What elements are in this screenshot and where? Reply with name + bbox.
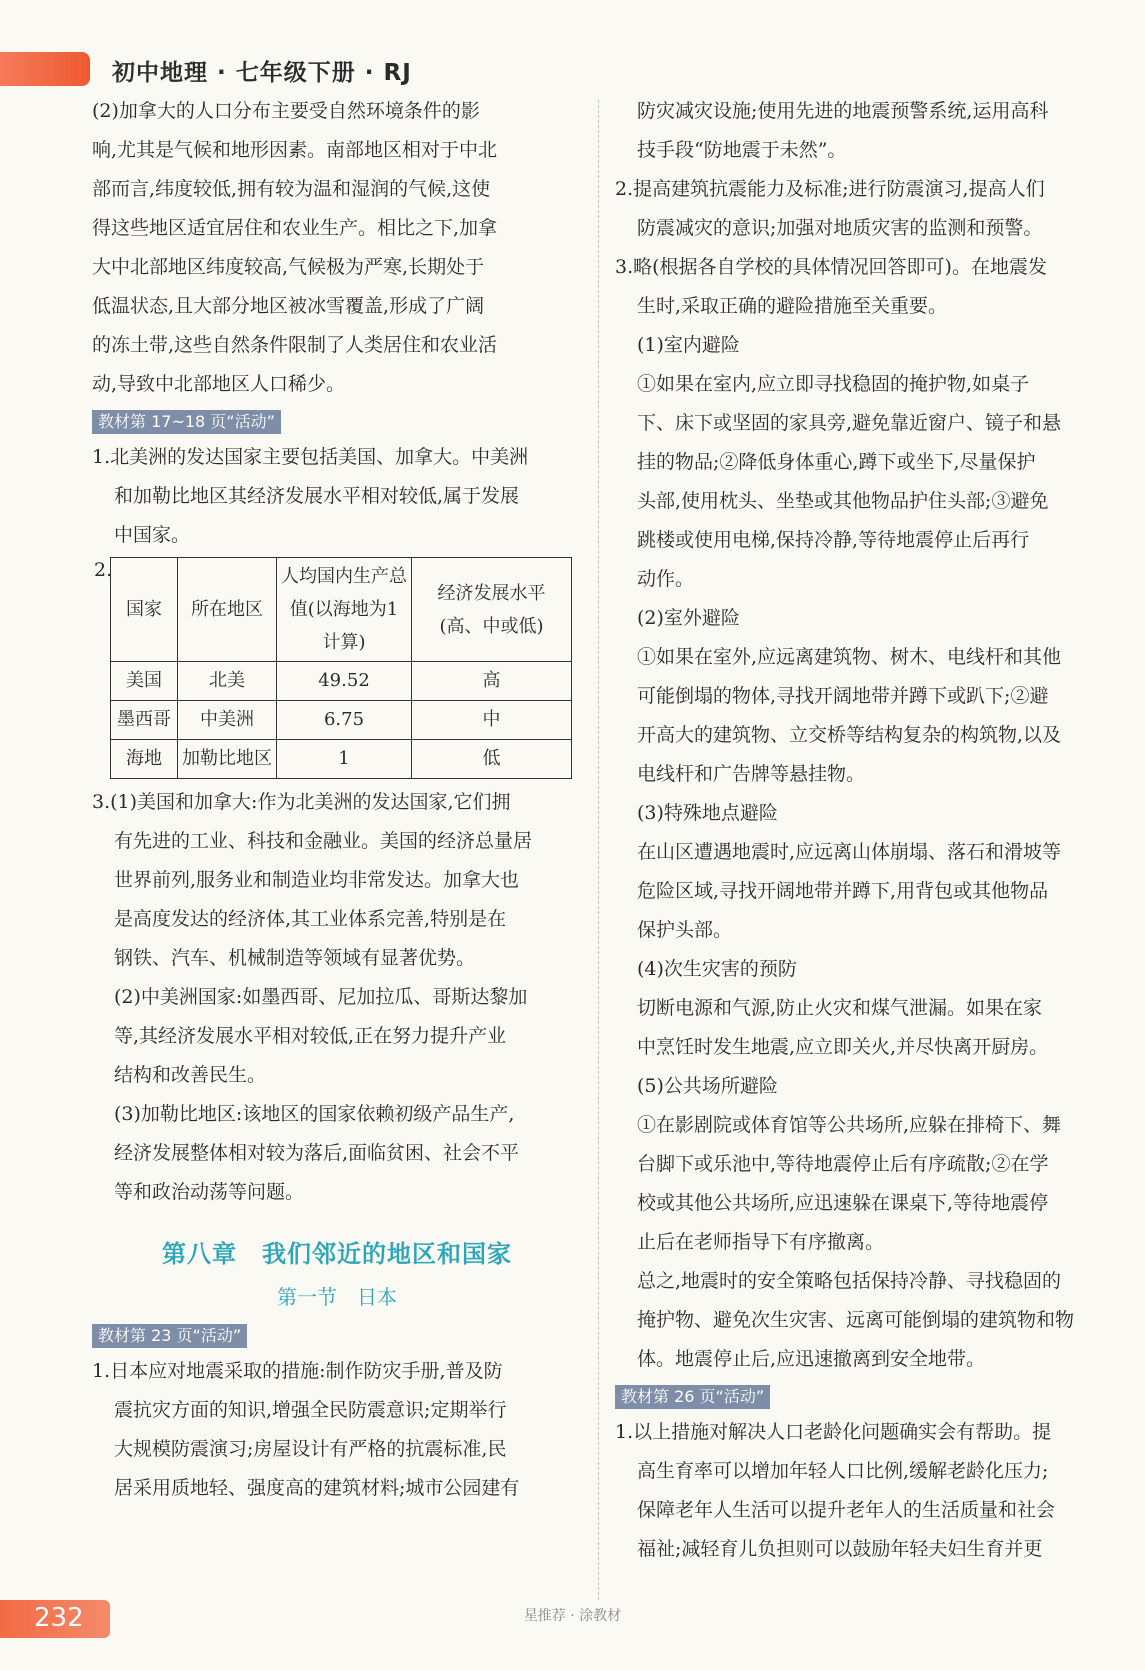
text-line: 挂的物品;②降低身体重心,蹲下或坐下,尽量保护 (637, 451, 1036, 473)
text-line: 3.(1)美国和加拿大:作为北美洲的发达国家,它们拥 (92, 791, 511, 813)
answer-item-japan (92, 1352, 582, 1508)
item-number: 2. (94, 559, 113, 581)
text-line: 等,其经济发展水平相对较低,正在努力提升产业 (114, 1025, 507, 1047)
outdoor-section (615, 599, 1097, 794)
table-cell: 加勒比地区 (178, 740, 277, 779)
text-line: 在山区遭遇地震时,应远离山体崩塌、落石和滑坡等 (637, 841, 1062, 863)
text-line: 震抗灾方面的知识,增强全民防震意识;定期举行 (114, 1399, 507, 1421)
text-line: 有先进的工业、科技和金融业。美国的经济总量居 (114, 830, 533, 852)
text-line: 电线杆和广告牌等悬挂物。 (637, 763, 866, 785)
secondary-disaster-section (615, 950, 1097, 1067)
text-line: 1.北美洲的发达国家主要包括美国、加拿大。中美洲 (92, 446, 529, 468)
table-cell: 6.75 (277, 701, 412, 740)
subsection-title: (2)室外避险 (637, 607, 740, 629)
text-line: 中烹饪时发生地震,应立即关火,并尽快离开厨房。 (637, 1036, 1049, 1058)
text-line: (3)加勒比地区:该地区的国家依赖初级产品生产, (114, 1103, 515, 1125)
text-line: 动作。 (637, 568, 695, 590)
text-line: 的冻土带,这些自然条件限制了人类居住和农业活 (92, 334, 498, 356)
text-line: 得这些地区适宜居住和农业生产。相比之下,加拿 (92, 217, 498, 239)
text-line: 保护头部。 (637, 919, 733, 941)
text-line: 部而言,纬度较低,拥有较为温和湿润的气候,这使 (92, 178, 491, 200)
text-line: 福祉;减轻育儿负担则可以鼓励年轻夫妇生育并更 (637, 1538, 1043, 1560)
table-header-cell: 国家 (111, 558, 178, 662)
activity-tag: 教材第 26 页“活动” (615, 1385, 770, 1409)
text-line: 危险区域,寻找开阔地带并蹲下,用背包或其他物品 (637, 880, 1049, 902)
subsection-title: (5)公共场所避险 (637, 1075, 778, 1097)
text-line: ①如果在室内,应立即寻找稳固的掩护物,如桌子 (637, 373, 1030, 395)
subsection-title: (4)次生灾害的预防 (637, 958, 797, 980)
text-line: ①在影剧院或体育馆等公共场所,应躲在排椅下、舞 (637, 1114, 1062, 1136)
table-cell: 美国 (111, 662, 178, 701)
canada-population-paragraph (92, 92, 582, 404)
text-line: 居采用质地轻、强度高的建筑材料;城市公园建有 (114, 1477, 520, 1499)
text-line: 总之,地震时的安全策略包括保持冷静、寻找稳固的 (637, 1270, 1062, 1292)
text-line: 钢铁、汽车、机械制造等领域有显著优势。 (114, 947, 476, 969)
table-cell: 高 (412, 662, 572, 701)
summary-paragraph (615, 1262, 1097, 1379)
text-line: 开高大的建筑物、立交桥等结构复杂的构筑物,以及 (637, 724, 1062, 746)
text-line: 动,导致中北部地区人口稀少。 (92, 373, 346, 395)
text-line: 校或其他公共场所,应迅速躲在课桌下,等待地震停 (637, 1192, 1049, 1214)
activity-tag: 教材第 17~18 页“活动” (92, 410, 281, 434)
text-line: 切断电源和气源,防止火灾和煤气泄漏。如果在家 (637, 997, 1043, 1019)
column-divider (598, 100, 599, 1600)
text-line: 头部,使用枕头、坐垫或其他物品护住头部;③避免 (637, 490, 1049, 512)
gdp-table (110, 557, 572, 779)
table-header-cell: 经济发展水平(高、中或低) (412, 558, 572, 662)
table-row (111, 662, 572, 701)
table-cell: 1 (277, 740, 412, 779)
text-line: 台脚下或乐池中,等待地震停止后有序疏散;②在学 (637, 1153, 1049, 1175)
answer-item-aging (615, 1413, 1097, 1569)
text-line: 体。地震停止后,应迅速撤离到安全地带。 (637, 1348, 986, 1370)
text-line: 结构和改善民生。 (114, 1064, 267, 1086)
table-cell: 低 (412, 740, 572, 779)
text-line: 下、床下或坚固的家具旁,避免靠近窗户、镜子和悬 (637, 412, 1062, 434)
footer-text: 星推荐 · 涂教材 (523, 1608, 622, 1624)
text-line: 可能倒塌的物体,寻找开阔地带并蹲下或趴下;②避 (637, 685, 1049, 707)
text-line: 生时,采取正确的避险措施至关重要。 (637, 295, 948, 317)
text-line: 防震减灾的意识;加强对地质灾害的监测和预警。 (637, 217, 1043, 239)
table-cell: 墨西哥 (111, 701, 178, 740)
text-line: 响,尤其是气候和地形因素。南部地区相对于中北 (92, 139, 498, 161)
text-line: 3.略(根据各自学校的具体情况回答即可)。在地震发 (615, 256, 1047, 278)
text-line: 防灾减灾设施;使用先进的地震预警系统,运用高科 (637, 100, 1049, 122)
indoor-section (615, 326, 1097, 599)
table-header-row (111, 558, 572, 662)
page-header-title: 初中地理 · 七年级下册 · RJ (112, 60, 412, 86)
text-line: 掩护物、避免次生灾害、远离可能倒塌的建筑物和物 (637, 1309, 1075, 1331)
text-line: 经济发展整体相对较为落后,面临贫困、社会不平 (114, 1142, 520, 1164)
table-header-cell: 人均国内生产总值(以海地为1计算) (277, 558, 412, 662)
special-location-section (615, 794, 1097, 950)
left-column (92, 92, 582, 1508)
section-title: 第一节 日本 (277, 1285, 397, 1309)
text-line: (2)中美洲国家:如墨西哥、尼加拉瓜、哥斯达黎加 (114, 986, 528, 1008)
chapter-title: 第八章 我们邻近的地区和国家 (162, 1239, 512, 1268)
gdp-table-block (92, 557, 582, 779)
text-line: 世界前列,服务业和制造业均非常发达。加拿大也 (114, 869, 520, 891)
table-cell: 49.52 (277, 662, 412, 701)
text-line: 1.以上措施对解决人口老龄化问题确实会有帮助。提 (615, 1421, 1052, 1443)
text-line: 大规模防震演习;房屋设计有严格的抗震标准,民 (114, 1438, 507, 1460)
text-line: 中国家。 (114, 524, 191, 546)
header-tab (0, 52, 90, 86)
text-line: ①如果在室外,应远离建筑物、树木、电线杆和其他 (637, 646, 1062, 668)
table-row (111, 740, 572, 779)
text-line: 保障老年人生活可以提升老年人的生活质量和社会 (637, 1499, 1056, 1521)
page-number: 232 (34, 1603, 84, 1633)
right-column (615, 92, 1097, 1569)
text-line: 跳楼或使用电梯,保持冷静,等待地震停止后再行 (637, 529, 1030, 551)
subsection-title: (3)特殊地点避险 (637, 802, 778, 824)
text-line: (2)加拿大的人口分布主要受自然环境条件的影 (92, 100, 480, 122)
text-line: 2.提高建筑抗震能力及标准;进行防震演习,提高人们 (615, 178, 1045, 200)
table-header-cell: 所在地区 (178, 558, 277, 662)
text-line: 1.日本应对地震采取的措施:制作防灾手册,普及防 (92, 1360, 503, 1382)
table-cell: 北美 (178, 662, 277, 701)
text-line: 等和政治动荡等问题。 (114, 1181, 305, 1203)
activity-tag: 教材第 23 页“活动” (92, 1324, 247, 1348)
table-cell: 海地 (111, 740, 178, 779)
text-line: 低温状态,且大部分地区被冰雪覆盖,形成了广阔 (92, 295, 485, 317)
text-line: 大中北部地区纬度较高,气候极为严寒,长期处于 (92, 256, 485, 278)
subsection-title: (1)室内避险 (637, 334, 740, 356)
text-line: 止后在老师指导下有序撤离。 (637, 1231, 885, 1253)
table-cell: 中 (412, 701, 572, 740)
text-line: 是高度发达的经济体,其工业体系完善,特别是在 (114, 908, 507, 930)
text-line: 技手段“防地震于未然”。 (637, 139, 847, 161)
text-line: 高生育率可以增加年轻人口比例,缓解老龄化压力; (637, 1460, 1049, 1482)
table-row (111, 701, 572, 740)
answer-item-3 (92, 783, 582, 1212)
text-line: 和加勒比地区其经济发展水平相对较低,属于发展 (114, 485, 520, 507)
table-cell: 中美洲 (178, 701, 277, 740)
answer-item-1 (92, 438, 582, 555)
public-place-section (615, 1067, 1097, 1262)
